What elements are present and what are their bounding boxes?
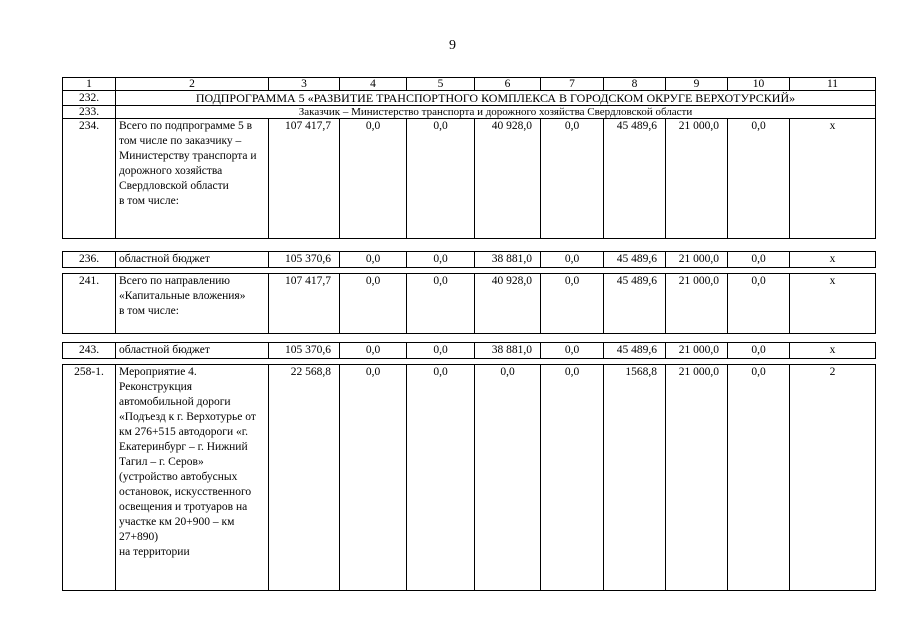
cell-value: 0,0 [541, 119, 604, 239]
budget-table-section-4 [62, 342, 876, 359]
cell-value: 0,0 [407, 274, 475, 334]
row-number: 236. [63, 252, 116, 268]
column-header: 7 [541, 78, 604, 91]
column-header: 8 [604, 78, 666, 91]
cell-value: 40 928,0 [475, 274, 541, 334]
row-number: 234. [63, 119, 116, 239]
row-number: 243. [63, 343, 116, 359]
cell-value: 22 568,8 [269, 365, 340, 591]
row-number: 233. [63, 106, 116, 119]
cell-value: 45 489,6 [604, 274, 666, 334]
cell-value: 0,0 [728, 343, 790, 359]
table-row [63, 343, 876, 359]
budget-table-section-3 [62, 273, 876, 334]
column-numbers-row [63, 78, 876, 91]
cell-value: 0,0 [475, 365, 541, 591]
row-name: Всего по подпрограмме 5 в том числе по заказчику – Министерству транспорта и дорожного хозяйства Свердловской области в том числе: [116, 119, 269, 239]
cell-value: 45 489,6 [604, 343, 666, 359]
cell-value: 0,0 [541, 252, 604, 268]
column-header: 10 [728, 78, 790, 91]
cell-value: x [790, 252, 876, 268]
cell-value: 107 417,7 [269, 274, 340, 334]
table-row [63, 119, 876, 239]
page-number: 9 [449, 38, 456, 53]
table-row [63, 252, 876, 268]
customer-row [63, 106, 876, 119]
row-number: 232. [63, 91, 116, 106]
row-number: 241. [63, 274, 116, 334]
row-name: областной бюджет [116, 252, 269, 268]
column-header: 4 [340, 78, 407, 91]
cell-value: 0,0 [541, 343, 604, 359]
cell-value: 2 [790, 365, 876, 591]
cell-value: 38 881,0 [475, 343, 541, 359]
cell-value: 105 370,6 [269, 343, 340, 359]
cell-value: 0,0 [541, 274, 604, 334]
cell-value: 45 489,6 [604, 119, 666, 239]
cell-value: 0,0 [728, 252, 790, 268]
cell-value: x [790, 119, 876, 239]
column-header: 5 [407, 78, 475, 91]
cell-value: 1568,8 [604, 365, 666, 591]
cell-value: 0,0 [340, 274, 407, 334]
column-header: 3 [269, 78, 340, 91]
column-header: 1 [63, 78, 116, 91]
column-header: 2 [116, 78, 269, 91]
cell-value: 0,0 [340, 252, 407, 268]
cell-value: 0,0 [728, 119, 790, 239]
customer-title: Заказчик – Министерство транспорта и дорожного хозяйства Свердловской области [116, 106, 876, 119]
cell-value: 21 000,0 [666, 252, 728, 268]
cell-value: 38 881,0 [475, 252, 541, 268]
table-row [63, 365, 876, 591]
budget-table-section-2 [62, 251, 876, 268]
cell-value: x [790, 343, 876, 359]
cell-value: 0,0 [407, 119, 475, 239]
table-row [63, 274, 876, 334]
cell-value: 0,0 [407, 343, 475, 359]
budget-table-section-5 [62, 364, 876, 591]
cell-value: 0,0 [541, 365, 604, 591]
budget-table-section-1 [62, 77, 876, 239]
cell-value: 105 370,6 [269, 252, 340, 268]
row-name: областной бюджет [116, 343, 269, 359]
cell-value: 45 489,6 [604, 252, 666, 268]
cell-value: 21 000,0 [666, 343, 728, 359]
column-header: 9 [666, 78, 728, 91]
cell-value: 21 000,0 [666, 274, 728, 334]
cell-value: 0,0 [340, 343, 407, 359]
cell-value: 0,0 [340, 119, 407, 239]
subprogram-title: ПОДПРОГРАММА 5 «РАЗВИТИЕ ТРАНСПОРТНОГО КОМПЛЕКСА В ГОРОДСКОМ ОКРУГЕ ВЕРХОТУРСКИЙ» [116, 91, 876, 106]
cell-value: 0,0 [728, 274, 790, 334]
cell-value: x [790, 274, 876, 334]
column-header: 11 [790, 78, 876, 91]
row-name: Всего по направлению «Капитальные вложения» в том числе: [116, 274, 269, 334]
cell-value: 40 928,0 [475, 119, 541, 239]
cell-value: 0,0 [407, 365, 475, 591]
subprogram-title-row [63, 91, 876, 106]
cell-value: 107 417,7 [269, 119, 340, 239]
column-header: 6 [475, 78, 541, 91]
row-number: 258-1. [63, 365, 116, 591]
cell-value: 0,0 [407, 252, 475, 268]
cell-value: 0,0 [728, 365, 790, 591]
row-name: Мероприятие 4. Реконструкция автомобильной дороги «Подъезд к г. Верхотурье от км 276+515 автодороги «г. Екатеринбург – г. Нижний Тагил – г. Серов» (устройство автобусных остановок, искусственного освещения и тротуаров на участке км 20+900 – км 27+890) на территории [116, 365, 269, 591]
cell-value: 21 000,0 [666, 365, 728, 591]
cell-value: 21 000,0 [666, 119, 728, 239]
cell-value: 0,0 [340, 365, 407, 591]
